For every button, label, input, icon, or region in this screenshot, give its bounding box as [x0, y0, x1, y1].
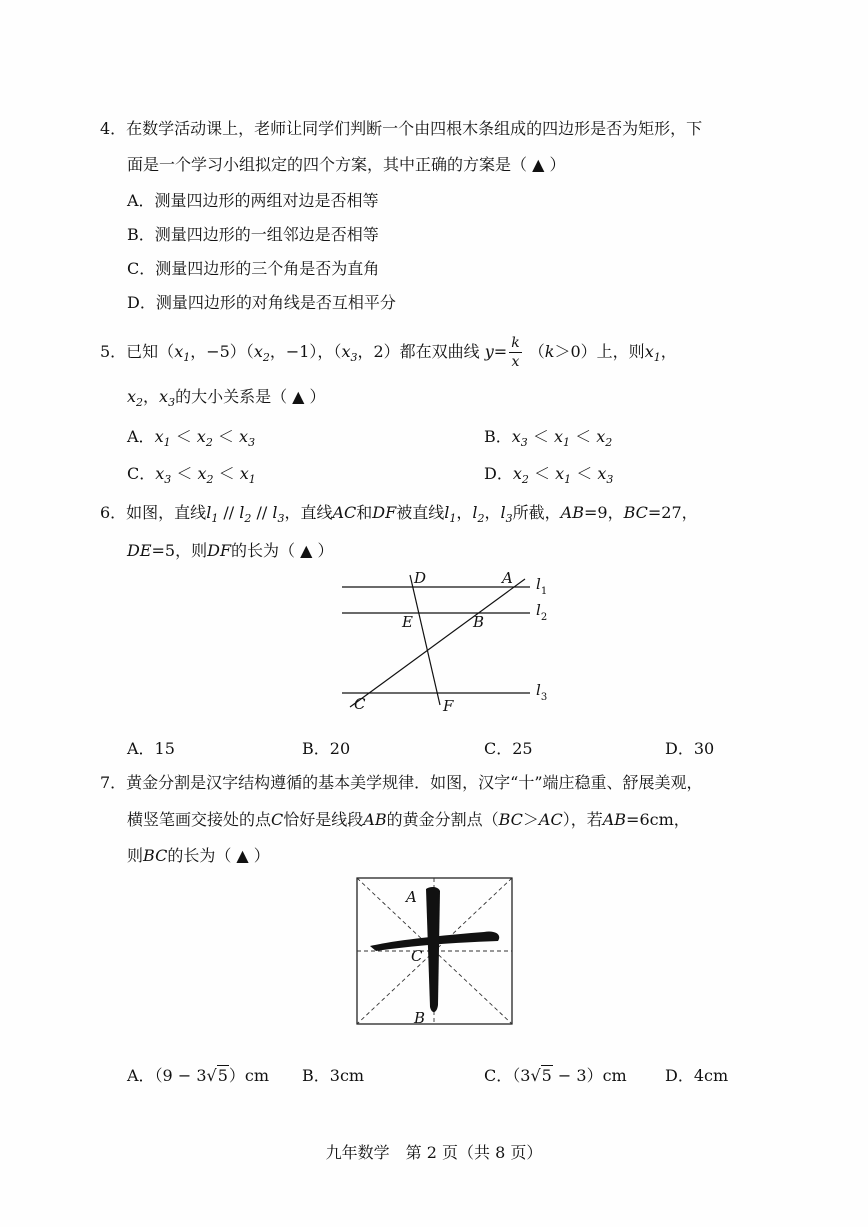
q5-option-b: B．$x_3 < x_1 < x_2$ — [484, 427, 613, 450]
q6-figure — [330, 565, 560, 715]
q7-option-c: C．（3√5 − 3）cm — [484, 1066, 627, 1085]
label-d: D — [414, 569, 427, 587]
q7-stem-line1: 7．黄金分割是汉字结构遵循的基本美学规律．如图，汉字“十”端庄稳重、舒展美观， — [100, 773, 703, 792]
label-b: B — [473, 613, 485, 631]
label-l2: $l_2$ — [536, 601, 548, 623]
q7-stem-line3: 则BC的长为（ ▲ ） — [127, 846, 270, 865]
line-df — [410, 575, 440, 705]
q4-stem-line1: 4．在数学活动课上，老师让同学们判断一个由四根木条组成的四边形是否为矩形，下 — [100, 119, 703, 138]
q6-stem-line1: 6．如图，直线$l_1 // l_2 // l_3$，直线AC和DF被直线$l_1$，$l_2$，$l_3$所截，AB=9，BC=27， — [100, 503, 698, 526]
q5-fraction: $\frac{k}{x}$ — [511, 335, 520, 370]
label-c: C — [354, 695, 366, 713]
line-ac — [350, 579, 525, 707]
label-a: A — [502, 569, 513, 587]
q5-option-d: D．$x_2 < x_1 < x_3$ — [484, 464, 614, 487]
q7-option-a: A．（9 − 3√5）cm — [127, 1066, 270, 1085]
q7-option-d: D．4cm — [665, 1066, 729, 1085]
label-l3: $l_3$ — [536, 681, 548, 703]
q7-option-b: B．3cm — [302, 1066, 365, 1085]
label-e: E — [402, 613, 413, 631]
q4-option-d: D．测量四边形的对角线是否互相平分 — [127, 293, 396, 312]
q5-stem-line1: 5．已知（$x_1$，$-5)(x_2$，−1），（$x_3$，2）都在双曲线 y= $\frac{k}{x}$ （k＞0）上，则$x_1$， — [100, 335, 677, 370]
page-footer: 九年数学 第 2 页（共 8 页） — [325, 1143, 543, 1162]
q6-option-c: C．25 — [484, 739, 533, 758]
q6-option-b: B．20 — [302, 739, 351, 758]
q5-option-a: A．$x_1 < x_2 < x_3$ — [127, 427, 256, 450]
label-a: A — [406, 888, 417, 906]
q5-option-c: C．$x_3 < x_2 < x_1$ — [127, 464, 256, 487]
character-vertical-stroke — [426, 887, 440, 1012]
q4-option-b: B．测量四边形的一组邻边是否相等 — [127, 225, 379, 244]
q7-stem-line2: 横竖笔画交接处的点C恰好是线段AB的黄金分割点（BC＞AC），若AB=6cm， — [127, 810, 690, 829]
q6-option-d: D．30 — [665, 739, 715, 758]
q4-option-a: A．测量四边形的两组对边是否相等 — [127, 191, 379, 210]
q4-option-c: C．测量四边形的三个角是否为直角 — [127, 259, 380, 278]
q6-stem-line2: DE=5，则DF的长为（ ▲ ） — [127, 541, 334, 560]
label-b: B — [414, 1009, 426, 1027]
q5-stem-line2: $x_2$，$x_3$的大小关系是（ ▲ ） — [127, 387, 326, 410]
label-l1: $l_1$ — [536, 575, 548, 597]
q6-option-a: A．15 — [127, 739, 175, 758]
q4-stem-line2: 面是一个学习小组拟定的四个方案，其中正确的方案是（ ▲ ） — [127, 155, 566, 174]
label-f: F — [443, 697, 454, 715]
q7-figure — [356, 877, 514, 1027]
label-c: C — [411, 947, 423, 965]
